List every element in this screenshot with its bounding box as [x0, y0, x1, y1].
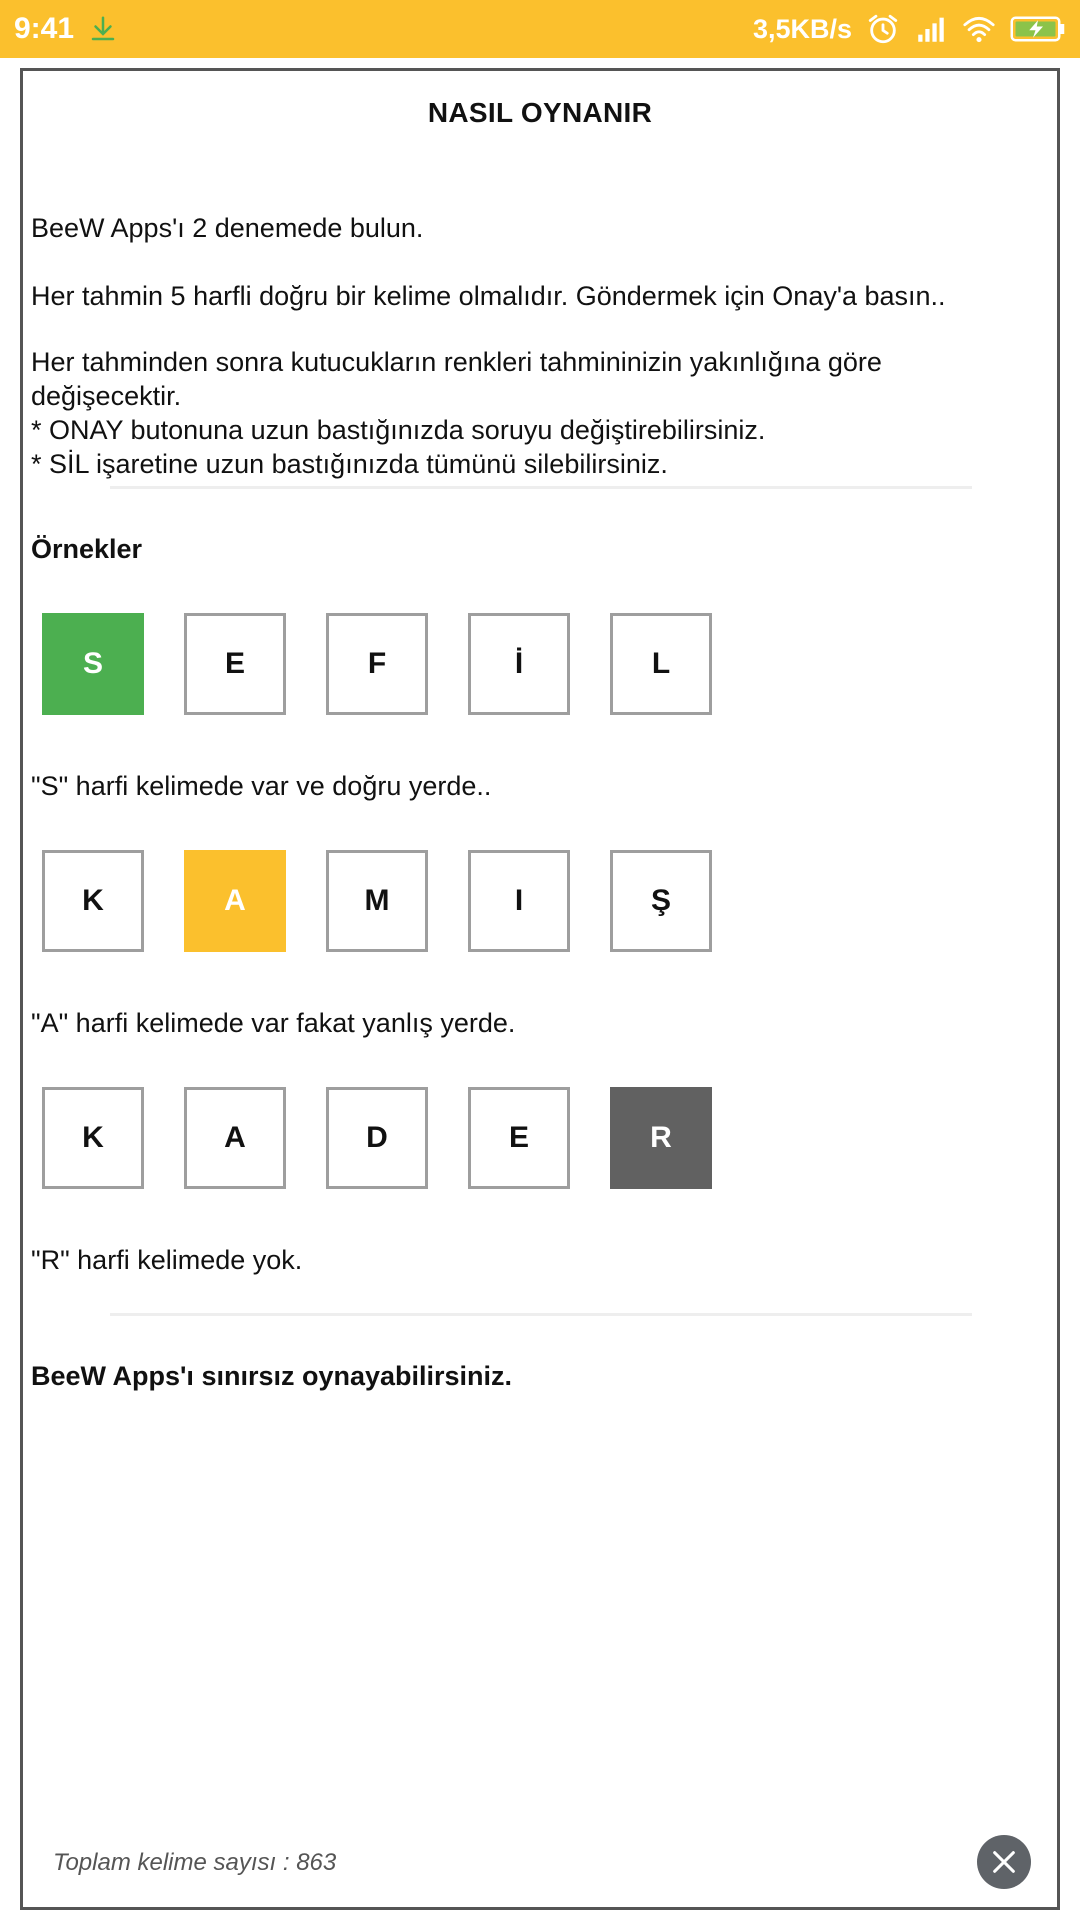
- how-to-play-dialog: [20, 68, 1060, 1910]
- example-2-caption: "A" harfi kelimede var fakat yanlış yerde.: [31, 1008, 516, 1038]
- tile: K: [42, 1087, 144, 1189]
- examples-heading: Örnekler: [31, 534, 143, 564]
- example-1-caption: "S" harfi kelimede var ve doğru yerde..: [31, 771, 492, 801]
- example-row-3: [42, 1087, 712, 1189]
- tile: D: [326, 1087, 428, 1189]
- close-button[interactable]: [977, 1835, 1031, 1889]
- word-count-text: Toplam kelime sayısı : 863: [53, 1849, 337, 1876]
- status-left: [14, 12, 118, 46]
- status-right: [753, 12, 1066, 46]
- example-row-2: [42, 850, 712, 952]
- tile-present: A: [184, 850, 286, 952]
- close-icon: [990, 1848, 1018, 1876]
- tile: Ş: [610, 850, 712, 952]
- network-speed: 3,5KB/s: [752, 13, 852, 44]
- tile: L: [610, 613, 712, 715]
- tip-confirm: * ONAY butonuna uzun bastığınızda soruyu değiştirebilirsiniz.: [31, 415, 766, 445]
- tile: İ: [468, 613, 570, 715]
- colors-line-2: değişecektir.: [31, 381, 182, 411]
- tip-delete: * SİL işaretine uzun bastığınızda tümünü silebilirsiniz.: [31, 449, 668, 479]
- alarm-icon: [866, 12, 900, 46]
- status-bar: [0, 0, 1080, 58]
- download-icon: [88, 14, 118, 44]
- battery-charging-icon: [1010, 14, 1066, 44]
- rule-text: Her tahmin 5 harfli doğru bir kelime olmalıdır. Göndermek için Onay'a basın..: [31, 281, 946, 311]
- tile-absent: R: [610, 1087, 712, 1189]
- tile: K: [42, 850, 144, 952]
- unlimited-play-text: BeeW Apps'ı sınırsız oynayabilirsiniz.: [31, 1361, 513, 1391]
- tile: F: [326, 613, 428, 715]
- divider: [110, 486, 972, 489]
- tile: E: [468, 1087, 570, 1189]
- example-row-1: [42, 613, 712, 715]
- signal-icon: [914, 12, 948, 46]
- tile: I: [468, 850, 570, 952]
- example-3-caption: "R" harfi kelimede yok.: [31, 1245, 303, 1275]
- tile: M: [326, 850, 428, 952]
- divider: [110, 1313, 972, 1316]
- colors-explanation: [31, 345, 1041, 481]
- dialog-title: NASIL OYNANIR: [427, 97, 653, 128]
- tile: A: [184, 1087, 286, 1189]
- wifi-icon: [962, 12, 996, 46]
- status-time: 9:41: [14, 12, 75, 45]
- colors-line-1: Her tahminden sonra kutucukların renkleri tahmininizin yakınlığına göre: [31, 347, 882, 377]
- intro-text: BeeW Apps'ı 2 denemede bulun.: [31, 213, 424, 243]
- tile-correct: S: [42, 613, 144, 715]
- tile: E: [184, 613, 286, 715]
